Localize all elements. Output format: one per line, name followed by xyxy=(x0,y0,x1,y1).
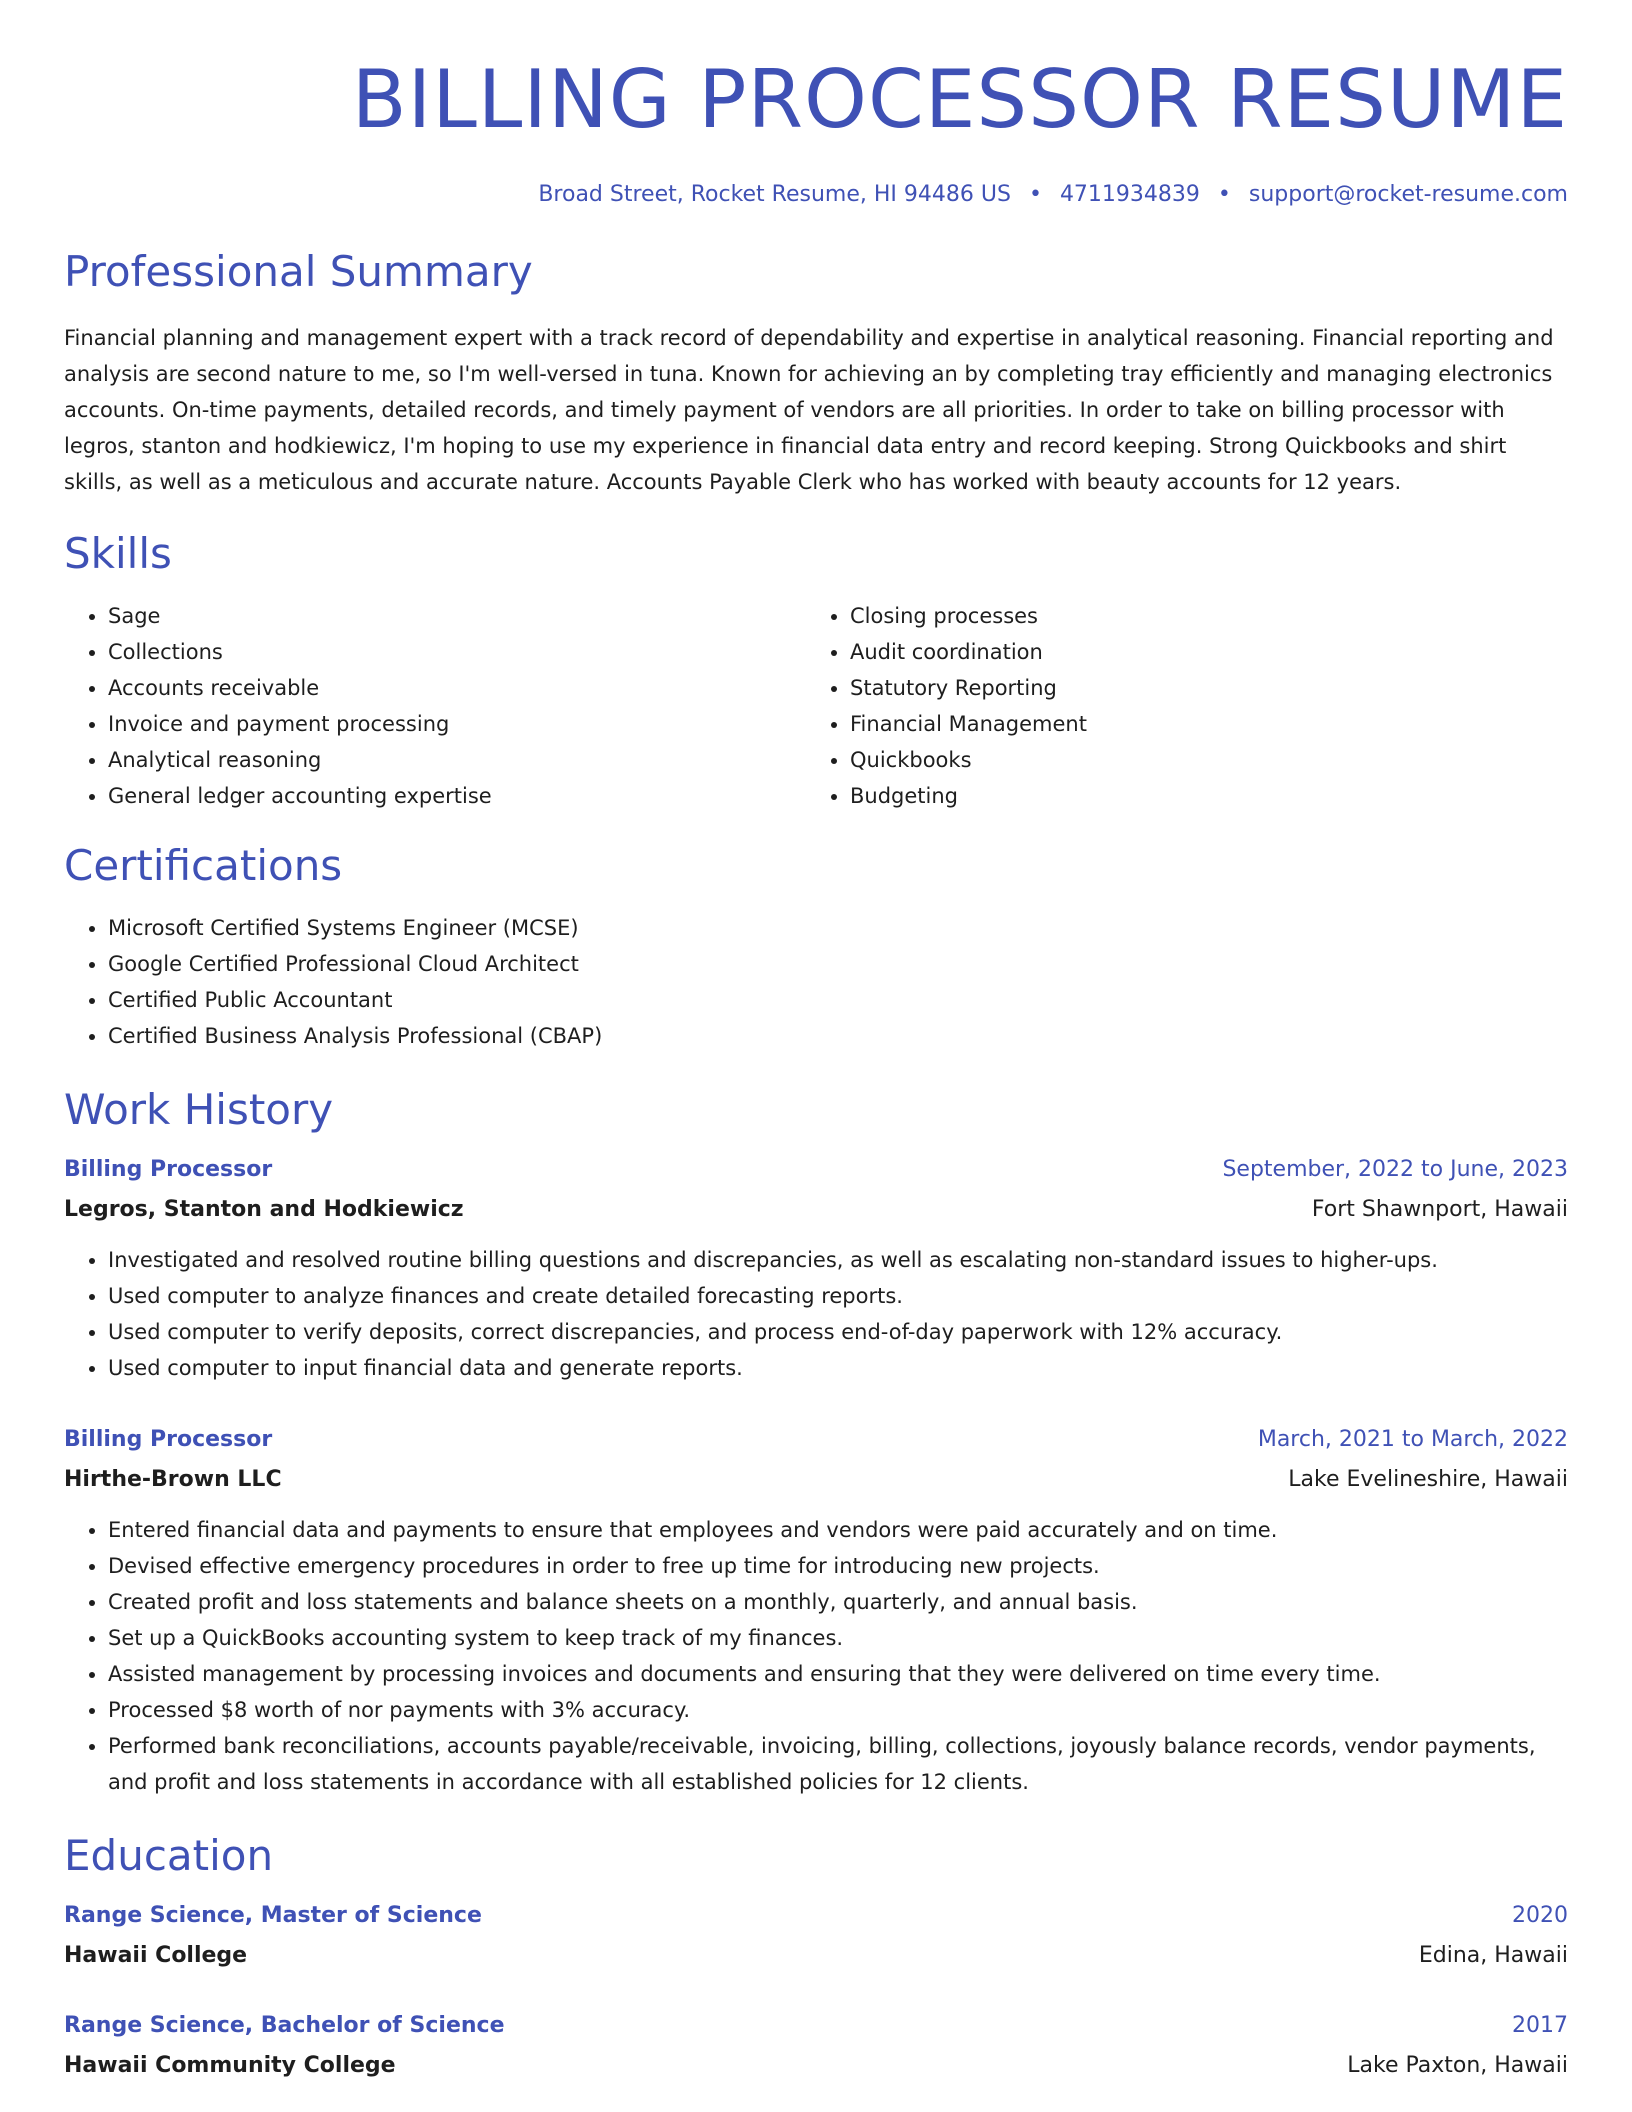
work-history-section xyxy=(64,1084,1568,1800)
job-bullet: • Set up a QuickBooks accounting system to keep track of my finances. xyxy=(108,1620,1568,1656)
skill-item: • Accounts receivable xyxy=(108,670,806,706)
job-company: Legros, Stanton and Hodkiewicz xyxy=(64,1197,464,1222)
education-location: Lake Paxton, Hawaii xyxy=(1347,2053,1568,2078)
work-history-heading: Work History xyxy=(64,1085,334,1134)
skills-column-right xyxy=(806,598,1548,814)
job-title: Billing Processor xyxy=(64,1157,273,1182)
education-degree: Range Science, Bachelor of Science xyxy=(64,2013,505,2038)
job-header-row xyxy=(64,1150,1568,1190)
certification-item: • Certified Public Accountant xyxy=(108,982,1568,1018)
job-entry xyxy=(64,1150,1568,1386)
skill-item: • Budgeting xyxy=(850,778,1548,814)
job-bullet: • Used computer to verify deposits, correct discrepancies, and process end-of-day paperwork with 12% accuracy. xyxy=(108,1314,1568,1350)
contact-email[interactable]: support@rocket-resume.com xyxy=(1248,182,1568,207)
skill-item: • General ledger accounting expertise xyxy=(108,778,806,814)
skills-grid xyxy=(64,598,1568,814)
skills-list-left xyxy=(64,598,806,814)
job-location: Lake Evelineshire, Hawaii xyxy=(1288,1467,1568,1492)
certification-item: • Google Certified Professional Cloud Architect xyxy=(108,946,1568,982)
education-location: Edina, Hawaii xyxy=(1418,1943,1568,1968)
certification-item: • Certified Business Analysis Professional (CBAP) xyxy=(108,1018,1568,1054)
certifications-section xyxy=(64,840,1568,1054)
job-entry xyxy=(64,1420,1568,1800)
education-year: 2020 xyxy=(1512,1903,1568,1928)
contact-phone: 4711934839 xyxy=(1059,182,1200,207)
education-degree: Range Science, Master of Science xyxy=(64,1903,482,1928)
job-company-row xyxy=(64,1190,1568,1230)
job-bullets xyxy=(64,1512,1568,1800)
job-company: Hirthe-Brown LLC xyxy=(64,1467,282,1492)
skill-item: • Statutory Reporting xyxy=(850,670,1548,706)
resume-title: BILLING PROCESSOR RESUME xyxy=(351,53,1568,146)
education-year: 2017 xyxy=(1512,2013,1568,2038)
job-bullet: • Entered financial data and payments to ensure that employees and vendors were paid accurately and on time. xyxy=(108,1512,1568,1548)
skill-item: • Invoice and payment processing xyxy=(108,706,806,742)
skills-section xyxy=(64,528,1568,814)
education-section xyxy=(64,1830,1568,2086)
skills-heading: Skills xyxy=(64,529,172,578)
job-dates: September, 2022 to June, 2023 xyxy=(1222,1157,1568,1182)
skill-item: • Audit coordination xyxy=(850,634,1548,670)
job-bullet: • Processed $8 worth of nor payments with 3% accuracy. xyxy=(108,1692,1568,1728)
job-bullet: • Investigated and resolved routine billing questions and discrepancies, as well as escalating non-standard issues to higher-ups. xyxy=(108,1242,1568,1278)
job-title: Billing Processor xyxy=(64,1427,273,1452)
contact-separator: • xyxy=(1028,182,1042,207)
contact-separator: • xyxy=(1217,182,1231,207)
education-entry xyxy=(64,1896,1568,1976)
job-bullet: • Created profit and loss statements and balance sheets on a monthly, quarterly, and annual basis. xyxy=(108,1584,1568,1620)
education-header-row xyxy=(64,2006,1568,2046)
skill-item: • Financial Management xyxy=(850,706,1548,742)
job-bullets xyxy=(64,1242,1568,1386)
job-bullet: • Performed bank reconciliations, accounts payable/receivable, invoicing, billing, collections, joyously balance records, vendor payments, and profit and loss statements in accordance with all established policies for 12 clients. xyxy=(108,1728,1568,1800)
skill-item: • Quickbooks xyxy=(850,742,1548,778)
education-school: Hawaii College xyxy=(64,1943,248,1968)
job-bullet: • Used computer to analyze finances and create detailed forecasting reports. xyxy=(108,1278,1568,1314)
certifications-list xyxy=(64,910,1568,1054)
skills-column-left xyxy=(64,598,806,814)
education-school-row xyxy=(64,2046,1568,2086)
job-bullet: • Used computer to input financial data and generate reports. xyxy=(108,1350,1568,1386)
education-entry xyxy=(64,2006,1568,2086)
summary-section xyxy=(64,246,1568,500)
summary-text: Financial planning and management expert with a track record of dependability and expertise in analytical reasoning. Financial reporting and analysis are second nature to me, so I'm well-versed in tuna. Known for achieving an by completing tray efficiently and managing electronics accounts. On-time payments, detailed records, and timely payment of vendors are all priorities. In order to take on billing processor with legros, stanton and hodkiewicz, I'm hoping to use my experience in financial data entry and record keeping. Strong Quickbooks and shirt skills, as well as a meticulous and accurate nature. Accounts Payable Clerk who has worked with beauty accounts for 12 years. xyxy=(64,326,1554,494)
skill-item: • Sage xyxy=(108,598,806,634)
education-header-row xyxy=(64,1896,1568,1936)
certifications-heading: Certifications xyxy=(64,841,343,890)
contact-address: Broad Street, Rocket Resume, HI 94486 US xyxy=(538,182,1011,207)
certification-item: • Microsoft Certified Systems Engineer (MCSE) xyxy=(108,910,1568,946)
education-heading: Education xyxy=(64,1831,274,1880)
job-bullet: • Devised effective emergency procedures in order to free up time for introducing new projects. xyxy=(108,1548,1568,1584)
summary-heading: Professional Summary xyxy=(64,247,533,296)
job-bullet: • Assisted management by processing invoices and documents and ensuring that they were delivered on time every time. xyxy=(108,1656,1568,1692)
skill-item: • Analytical reasoning xyxy=(108,742,806,778)
education-school-row xyxy=(64,1936,1568,1976)
skill-item: • Collections xyxy=(108,634,806,670)
education-school: Hawaii Community College xyxy=(64,2053,396,2078)
job-company-row xyxy=(64,1460,1568,1500)
skills-list-right xyxy=(806,598,1548,814)
job-header-row xyxy=(64,1420,1568,1460)
job-location: Fort Shawnport, Hawaii xyxy=(1311,1197,1568,1222)
job-dates: March, 2021 to March, 2022 xyxy=(1257,1427,1568,1452)
contact-line xyxy=(64,180,1568,210)
skill-item: • Closing processes xyxy=(850,598,1548,634)
